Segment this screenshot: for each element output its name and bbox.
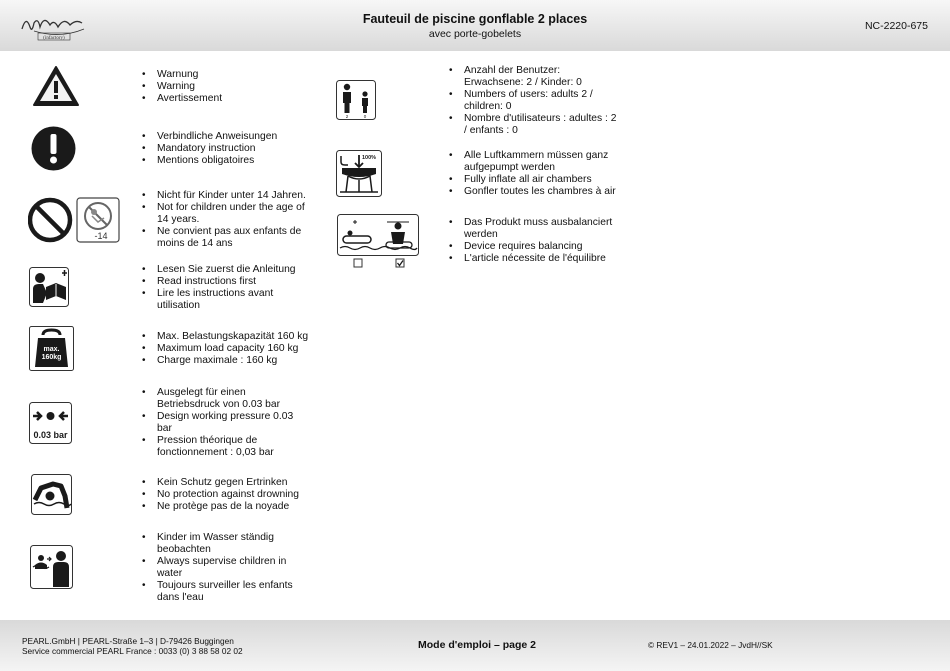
list-item: • Toujours surveiller les enfants dans l'eau xyxy=(139,580,309,604)
list-item: • Device requires balancing xyxy=(446,241,621,253)
list-item: • Avertissement xyxy=(139,93,309,105)
warning-list xyxy=(139,69,309,105)
warning-triangle-icon xyxy=(31,64,81,108)
balance-icon xyxy=(337,214,419,269)
list-item: • Fully inflate all air chambers xyxy=(446,174,621,186)
mandatory-instruction-icon xyxy=(30,125,77,172)
svg-text:0: 0 xyxy=(363,114,367,119)
no-drowning-protection-icon xyxy=(31,474,72,515)
list-item: • Mandatory instruction xyxy=(139,143,309,155)
max-load-weight-icon xyxy=(29,326,74,371)
svg-text:2: 2 xyxy=(345,114,349,119)
list-item: • Lesen Sie zuerst die Anleitung xyxy=(139,264,309,276)
users-list xyxy=(446,65,621,137)
users-count-icon xyxy=(336,80,376,120)
list-item: • Read instructions first xyxy=(139,276,309,288)
svg-text:max.: max. xyxy=(43,346,60,353)
list-item: • Mentions obligatoires xyxy=(139,155,309,167)
list-item: • Verbindliche Anweisungen xyxy=(139,131,309,143)
company-line: PEARL.GmbH | PEARL-Straße 1–3 | D-79426 Buggingen xyxy=(22,636,234,646)
load-capacity-list xyxy=(139,331,314,367)
page-header xyxy=(0,0,950,51)
supervise-children-icon xyxy=(30,545,73,589)
no-protection-list xyxy=(139,477,309,513)
list-item: • Warnung xyxy=(139,69,309,81)
document-subtitle: avec porte-gobelets xyxy=(428,28,522,40)
list-item: • Anzahl der Benutzer: Erwachsene: 2 / Kinder: 0 xyxy=(446,65,621,89)
list-item: • Lire les instructions avant utilisation xyxy=(139,288,309,312)
list-item: • Ne convient pas aux enfants de moins de 14 ans xyxy=(139,226,309,250)
svg-text:0.03 bar: 0.03 bar xyxy=(33,430,68,440)
not-for-children-icon xyxy=(28,196,122,244)
pressure-list xyxy=(139,387,309,459)
list-item: • L'article nécessite de l'équilibre xyxy=(446,253,621,265)
inflate-fully-icon xyxy=(336,150,382,197)
list-item: • Das Produkt muss ausbalanciert werden xyxy=(446,217,621,241)
list-item: • Charge maximale : 160 kg xyxy=(139,355,314,367)
read-instructions-list xyxy=(139,264,309,312)
list-item: • Max. Belastungskapazität 160 kg xyxy=(139,331,314,343)
list-item: • Always supervise children in water xyxy=(139,556,309,580)
list-item: • Pression théorique de fonctionnement : 0,03 bar xyxy=(139,435,309,459)
list-item: • Gonfler toutes les chambres à air xyxy=(446,186,621,198)
list-item: • Maximum load capacity 160 kg xyxy=(139,343,314,355)
mandatory-list xyxy=(139,131,309,167)
list-item: • Design working pressure 0.03 bar xyxy=(139,411,309,435)
list-item: • No protection against drowning xyxy=(139,489,309,501)
pressure-icon xyxy=(29,402,72,444)
list-item: • Nombre d'utilisateurs : adultes : 2 / enfants : 0 xyxy=(446,113,621,137)
revision-info: © REV1 – 24.01.2022 – JvdH//SK xyxy=(648,640,773,650)
list-item: • Not for children under the age of 14 years. xyxy=(139,202,309,226)
balance-list xyxy=(446,217,621,265)
list-item: • Ne protège pas de la noyade xyxy=(139,501,309,513)
document-title: Fauteuil de piscine gonflable 2 places xyxy=(362,12,588,26)
svg-text:160kg: 160kg xyxy=(41,354,62,361)
list-item: • Kinder im Wasser ständig beobachten xyxy=(139,532,309,556)
supervise-list xyxy=(139,532,309,604)
list-item: • Kein Schutz gegen Ertrinken xyxy=(139,477,309,489)
inflate-list xyxy=(446,150,621,198)
list-item: • Warning xyxy=(139,81,309,93)
list-item: • Nicht für Kinder unter 14 Jahren. xyxy=(139,190,309,202)
product-code: NC-2220-675 xyxy=(864,20,928,32)
svg-text:(infactory): (infactory) xyxy=(43,36,65,41)
list-item: • Numbers of users: adults 2 / children: 0 xyxy=(446,89,621,113)
svg-text:100%: 100% xyxy=(361,155,377,161)
read-instructions-icon xyxy=(29,267,69,307)
page-label: Mode d'emploi – page 2 xyxy=(418,639,537,651)
page-footer xyxy=(0,620,950,671)
list-item: • Alle Luftkammern müssen ganz aufgepumpt werden xyxy=(446,150,621,174)
company-info xyxy=(22,636,243,656)
age-label: -14 xyxy=(94,231,108,241)
children-age-list xyxy=(139,190,309,250)
service-line: Service commercial PEARL France : 0033 (0) 3 88 58 02 02 xyxy=(22,646,243,656)
list-item: • Ausgelegt für einen Betriebsdruck von 0.03 bar xyxy=(139,387,309,411)
